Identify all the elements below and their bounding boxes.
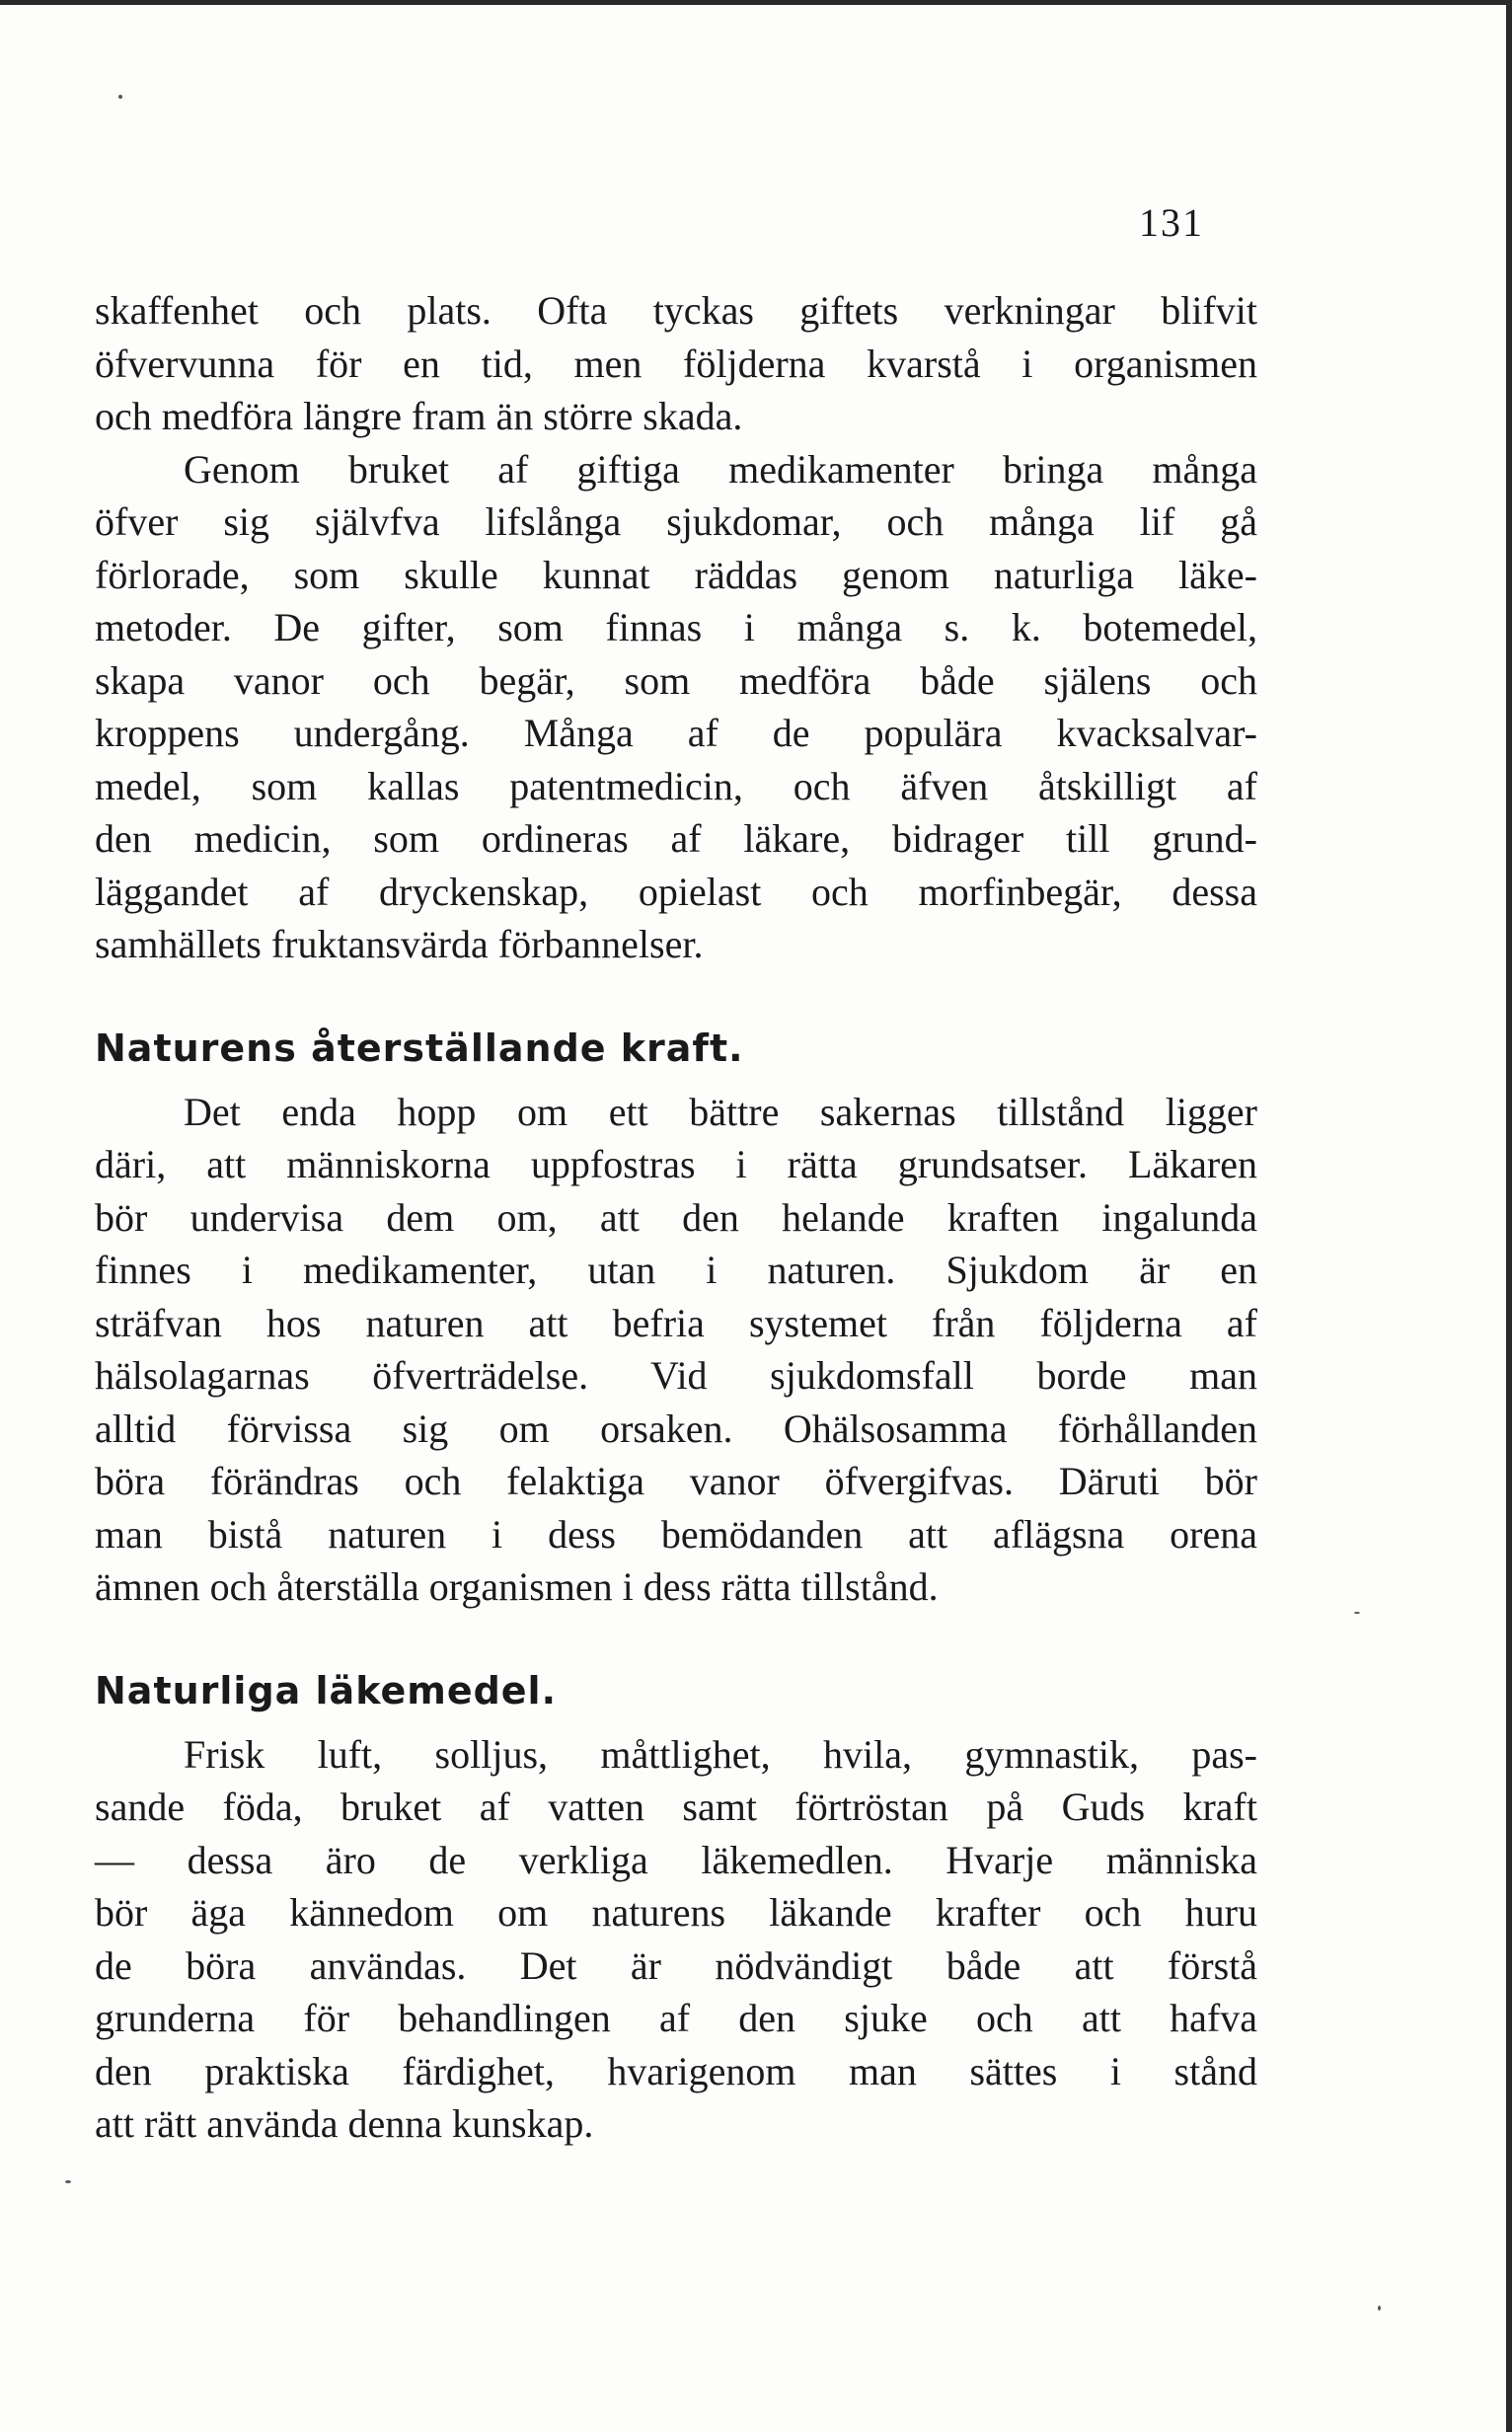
section-heading: Naturliga läkemedel. <box>95 1668 558 1712</box>
text-line: skapa vanor och begär, som medföra både själens och <box>95 657 1257 703</box>
scan-speck <box>118 95 122 99</box>
text-line: Det enda hopp om ett bättre sakernas tillstånd ligger <box>184 1089 1257 1134</box>
paragraph-1 <box>95 284 1257 443</box>
text-line: skaffenhet och plats. Ofta tyckas giftets verkningar blifvit <box>95 288 1257 333</box>
scan-speck <box>1378 2306 1381 2311</box>
text-line: medel, som kallas patentmedicin, och äfven åtskilligt af <box>95 763 1257 808</box>
text-line: bör äga kännedom om naturens läkande krafter och huru <box>95 1890 1257 1935</box>
text-line: de böra användas. Det är nödvändigt både att förstå <box>95 1942 1257 1988</box>
scan-speck <box>65 2180 71 2183</box>
text-line: samhällets fruktansvärda förbannelser. <box>95 922 704 966</box>
text-line: läggandet af dryckenskap, opielast och morfinbegär, dessa <box>95 869 1257 914</box>
text-line: bör undervisa dem om, att den helande kraften ingalunda <box>95 1194 1257 1240</box>
page-number: 131 <box>1139 200 1204 245</box>
text-line: finnes i medikamenter, utan i naturen. Sjukdom är en <box>95 1248 1257 1292</box>
text-line: Frisk luft, solljus, måttlighet, hvila, gymnastik, pas- <box>184 1731 1257 1777</box>
text-line: och medföra längre fram än större skada. <box>95 394 743 438</box>
text-line: den medicin, som ordineras af läkare, bidrager till grund- <box>95 816 1257 861</box>
text-line: — dessa äro de verkliga läkemedlen. Hvarje människa <box>95 1837 1257 1882</box>
section-2-paragraph <box>95 1728 1257 2151</box>
scan-speck <box>1354 1612 1360 1614</box>
section-1-paragraph <box>95 1086 1257 1614</box>
scan-right-edge <box>1506 0 1512 2432</box>
text-line: däri, att människorna uppfostras i rätta grundsatser. Läkaren <box>95 1142 1257 1186</box>
text-line: metoder. De gifter, som finnas i många s. k. botemedel, <box>95 605 1257 649</box>
text-line: ämnen och återställa organismen i dess rätta tillstånd. <box>95 1564 939 1609</box>
text-line: man bistå naturen i dess bemödanden att aflägsna orena <box>95 1511 1257 1557</box>
text-line: kroppens undergång. Många af de populära kvacksalvar- <box>95 711 1257 755</box>
text-line: öfvervunna för en tid, men följderna kvarstå i organismen <box>95 341 1257 386</box>
scan-top-edge <box>0 0 1512 5</box>
text-line: förlorade, som skulle kunnat räddas genom naturliga läke- <box>95 552 1257 597</box>
text-line: öfver sig självfva lifslånga sjukdomar, och många lif gå <box>95 499 1257 544</box>
text-line: att rätt använda denna kunskap. <box>95 2101 594 2146</box>
paragraph-2 <box>95 443 1257 971</box>
text-line: böra förändras och felaktiga vanor öfvergifvas. Däruti bör <box>95 1459 1257 1503</box>
text-line: alltid förvissa sig om orsaken. Ohälsosamma förhållanden <box>95 1406 1257 1451</box>
page-content <box>95 284 1257 2151</box>
text-line: sträfvan hos naturen att befria systemet från följderna af <box>95 1300 1257 1345</box>
section-heading: Naturens återställande kraft. <box>95 1026 744 1070</box>
text-line: hälsolagarnas öfverträdelse. Vid sjukdomsfall borde man <box>95 1353 1257 1398</box>
text-line: sande föda, bruket af vatten samt förtröstan på Guds kraft <box>95 1785 1257 1829</box>
text-line: Genom bruket af giftiga medikamenter bringa många <box>184 446 1257 492</box>
text-line: den praktiska färdighet, hvarigenom man sättes i stånd <box>95 2048 1257 2093</box>
text-line: grunderna för behandlingen af den sjuke och att hafva <box>95 1996 1257 2040</box>
